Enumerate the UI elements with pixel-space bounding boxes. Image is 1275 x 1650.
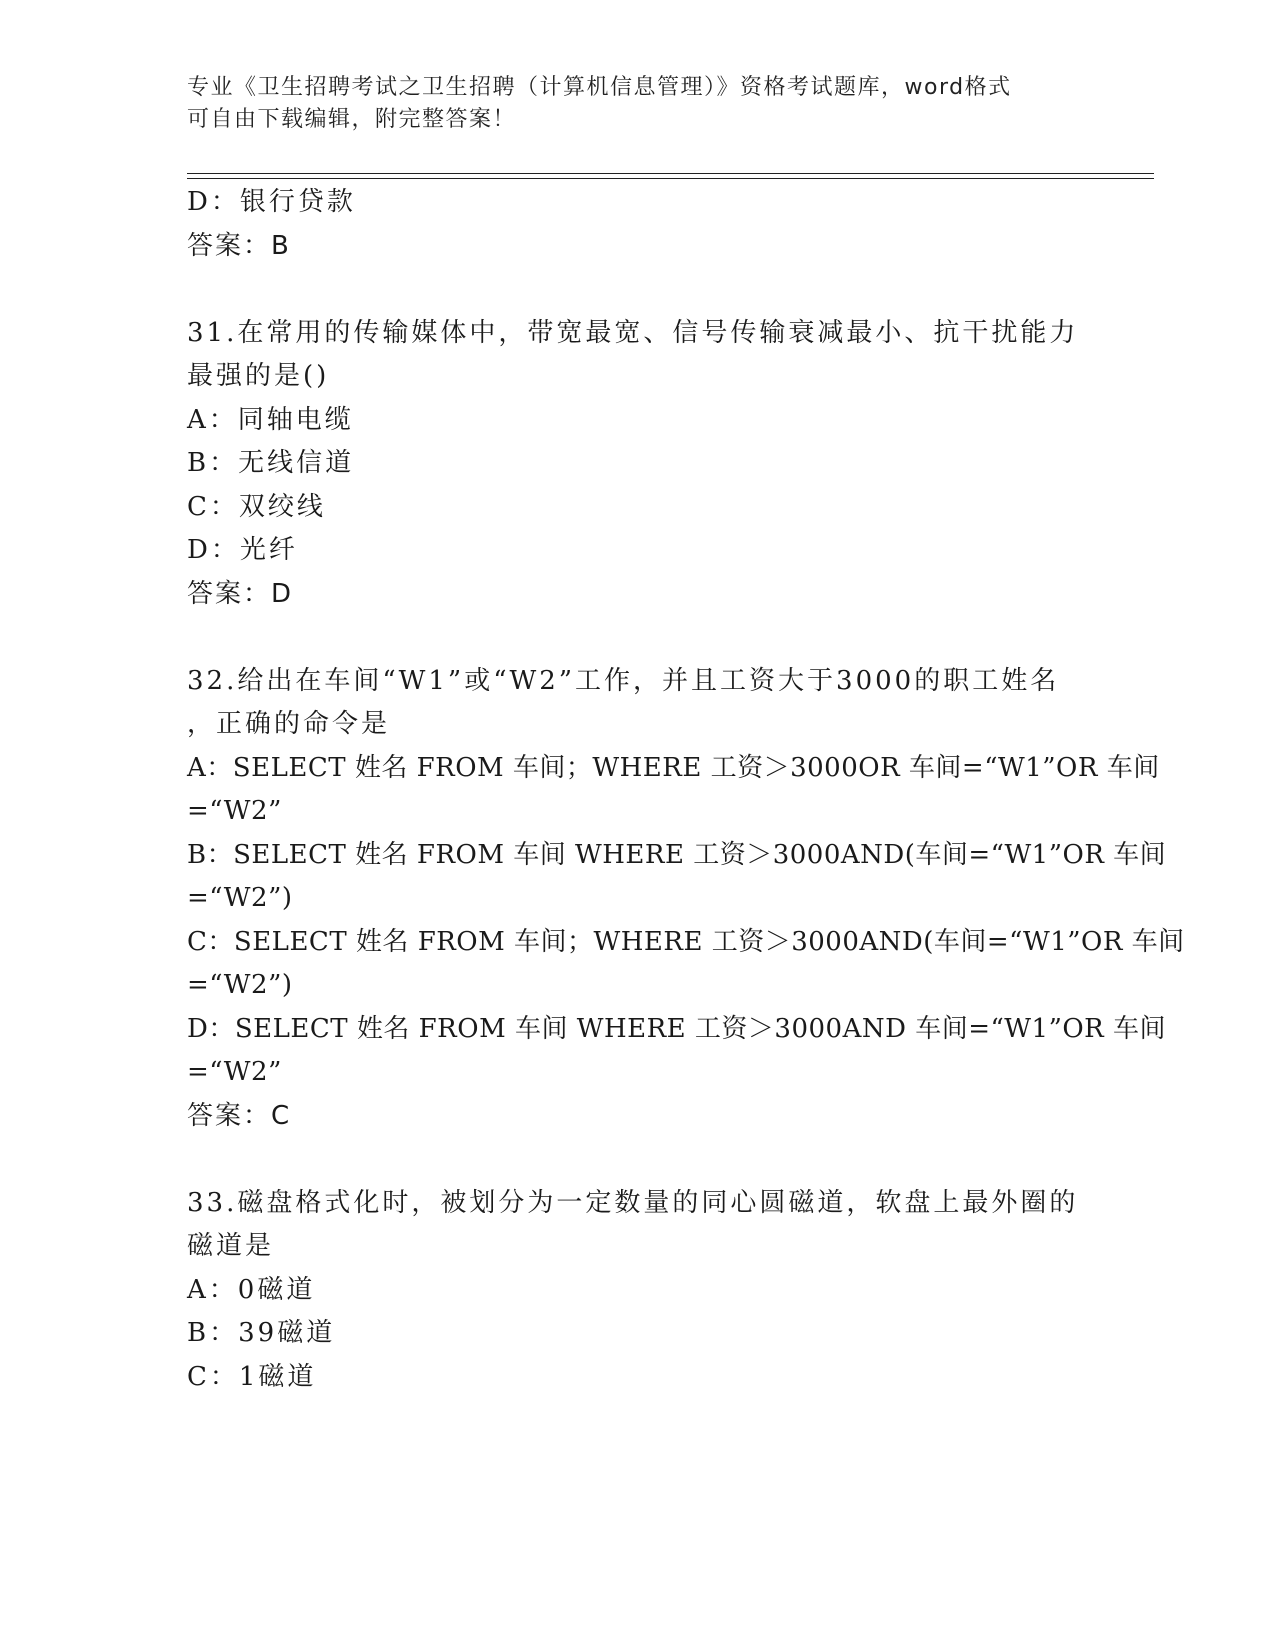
q33-option-c: C：1磁道: [187, 1362, 317, 1392]
q30-option-d: D：银行贷款: [187, 187, 356, 217]
q32-answer: 答案：C: [187, 1101, 292, 1131]
q31-stem-line-2: 最强的是(): [187, 361, 330, 391]
header-divider-bottom: [187, 178, 1154, 179]
q32-option-a-line-2: =“W2”: [187, 796, 282, 826]
q33-option-a: A：0磁道: [187, 1275, 316, 1305]
q32-option-d-line-2: =“W2”: [187, 1057, 282, 1087]
q32-option-b-line-2: =“W2”): [187, 883, 293, 913]
document-header-line-2: 可自由下载编辑，附完整答案！: [187, 107, 517, 132]
q33-option-b: B：39磁道: [187, 1318, 336, 1348]
q31-option-a: A：同轴电缆: [187, 405, 354, 435]
q31-stem-line-1: 31.在常用的传输媒体中，带宽最宽、信号传输衰减最小、抗干扰能力: [187, 318, 1079, 348]
q32-stem-line-1: 32.给出在车间“W1”或“W2”工作，并且工资大于3000的职工姓名: [187, 666, 1060, 696]
document-header-line-1: 专业《卫生招聘考试之卫生招聘（计算机信息管理）》资格考试题库，word格式: [187, 75, 1012, 100]
q32-option-c-line-2: =“W2”): [187, 970, 293, 1000]
q32-option-d-line-1: D：SELECT 姓名 FROM 车间 WHERE 工资＞3000AND 车间=“W1”OR 车间: [187, 1014, 1167, 1044]
q31-option-d: D：光纤: [187, 535, 298, 565]
q32-option-c-line-1: C：SELECT 姓名 FROM 车间；WHERE 工资＞3000AND(车间=“W1”OR 车间: [187, 927, 1185, 957]
q31-option-b: B：无线信道: [187, 448, 355, 478]
q30-answer: 答案：B: [187, 231, 291, 261]
q33-stem-line-1: 33.磁盘格式化时，被划分为一定数量的同心圆磁道，软盘上最外圈的: [187, 1188, 1079, 1218]
q31-option-c: C：双绞线: [187, 492, 326, 522]
q32-option-b-line-1: B：SELECT 姓名 FROM 车间 WHERE 工资＞3000AND(车间=“W1”OR 车间: [187, 840, 1167, 870]
q32-stem-line-2: ，正确的命令是: [187, 709, 391, 739]
q32-option-a-line-1: A：SELECT 姓名 FROM 车间；WHERE 工资＞3000OR 车间=“W1”OR 车间: [187, 753, 1160, 783]
header-divider-top: [187, 173, 1154, 174]
q33-stem-line-2: 磁道是: [187, 1231, 275, 1261]
q31-answer: 答案：D: [187, 579, 294, 609]
